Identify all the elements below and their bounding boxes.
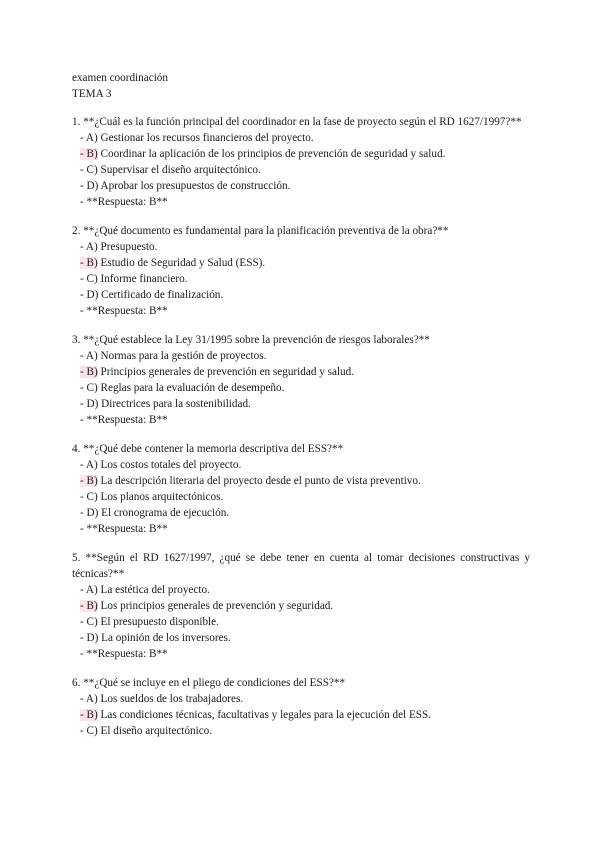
question-text: 2. **¿Qué documento es fundamental para la planificación preventiva de la obra?** <box>72 225 449 237</box>
option-marker-highlighted: - B) <box>80 148 98 160</box>
question-2 <box>72 223 530 319</box>
option-a <box>72 457 530 473</box>
option-b <box>72 473 530 489</box>
option-text: Los costos totales del proyecto. <box>97 459 242 471</box>
option-marker: - D) <box>80 180 99 192</box>
option-text: Reglas para la evaluación de desempeño. <box>97 382 285 394</box>
option-d <box>72 505 530 521</box>
option-marker-highlighted: - B) <box>80 709 98 721</box>
option-a <box>72 239 530 255</box>
option-text: Directrices para la sostenibilidad. <box>98 398 251 410</box>
option-text: La opinión de los inversores. <box>98 632 231 644</box>
option-a <box>72 582 530 598</box>
option-text: La descripción literaria del proyecto desde el punto de vista preventivo. <box>97 475 421 487</box>
option-a <box>72 130 530 146</box>
option-marker: - C) <box>80 725 98 737</box>
answer-label: - **Respuesta: <box>80 305 147 317</box>
option-marker: - A) <box>80 584 98 596</box>
option-text: Los planos arquitectónicos. <box>97 491 224 503</box>
option-text: Supervisar el diseño arquitectónico. <box>97 164 261 176</box>
option-marker: - D) <box>80 398 99 410</box>
option-text: Las condiciones técnicas, facultativas y legales para la ejecución del ESS. <box>97 709 432 721</box>
option-b <box>72 364 530 380</box>
question-3 <box>72 332 530 428</box>
answer-value: B** <box>146 523 168 535</box>
document-subtitle: TEMA 3 <box>72 88 112 100</box>
answer-label: - **Respuesta: <box>80 523 147 535</box>
option-text: Aprobar los presupuestos de construcción. <box>98 180 291 192</box>
question-text: 1. **¿Cuál es la función principal del coordinador en la fase de proyecto según el RD 1627/1997?** <box>72 116 522 128</box>
answer-label: - **Respuesta: <box>80 196 147 208</box>
option-marker-highlighted: - B) <box>80 257 98 269</box>
option-text: Principios generales de prevención en seguridad y salud. <box>97 366 355 378</box>
option-a <box>72 691 530 707</box>
option-marker-highlighted: - B) <box>80 366 98 378</box>
option-c <box>72 614 530 630</box>
question-5 <box>72 550 530 662</box>
option-marker-highlighted: - B) <box>80 600 98 612</box>
option-b <box>72 598 530 614</box>
option-d <box>72 630 530 646</box>
question-4 <box>72 441 530 537</box>
option-b <box>72 146 530 162</box>
question-text: 5. **Según el RD 1627/1997, ¿qué se debe tener en cuenta al tomar decisiones constructivas y técnicas?** <box>72 552 530 580</box>
answer-value: B** <box>146 196 168 208</box>
option-c <box>72 271 530 287</box>
option-c <box>72 489 530 505</box>
option-text: Certificado de finalización. <box>98 289 224 301</box>
answer-value: B** <box>146 648 168 660</box>
option-text: Informe financiero. <box>97 273 188 285</box>
option-text: Coordinar la aplicación de los principios de prevención de seguridad y salud. <box>97 148 446 160</box>
option-a <box>72 348 530 364</box>
option-text: Los principios generales de prevención y seguridad. <box>97 600 334 612</box>
option-marker: - D) <box>80 632 99 644</box>
option-marker: - C) <box>80 616 98 628</box>
option-marker: - A) <box>80 132 98 144</box>
option-text: El cronograma de ejecución. <box>98 507 230 519</box>
option-marker: - C) <box>80 491 98 503</box>
option-d <box>72 287 530 303</box>
question-6 <box>72 675 530 739</box>
option-marker: - A) <box>80 241 98 253</box>
option-text: La estética del proyecto. <box>97 584 210 596</box>
option-text: Presupuesto. <box>97 241 158 253</box>
document-page <box>72 70 530 739</box>
option-text: Normas para la gestión de proyectos. <box>97 350 267 362</box>
question-text: 4. **¿Qué debe contener la memoria descriptiva del ESS?** <box>72 443 344 455</box>
option-text: El presupuesto disponible. <box>97 616 219 628</box>
option-marker: - A) <box>80 350 98 362</box>
option-text: El diseño arquitectónico. <box>97 725 213 737</box>
answer-line <box>72 412 530 428</box>
option-marker: - C) <box>80 164 98 176</box>
answer-label: - **Respuesta: <box>80 648 147 660</box>
option-c <box>72 162 530 178</box>
question-text: 3. **¿Qué establece la Ley 31/1995 sobre la prevención de riesgos laborales?** <box>72 334 430 346</box>
option-marker: - D) <box>80 507 99 519</box>
option-marker: - A) <box>80 693 98 705</box>
answer-line <box>72 194 530 210</box>
answer-line <box>72 646 530 662</box>
option-marker-highlighted: - B) <box>80 475 98 487</box>
answer-value: B** <box>146 414 168 426</box>
option-d <box>72 178 530 194</box>
option-marker: - C) <box>80 273 98 285</box>
option-c <box>72 380 530 396</box>
option-b <box>72 255 530 271</box>
option-b <box>72 707 530 723</box>
answer-label: - **Respuesta: <box>80 414 147 426</box>
option-text: Gestionar los recursos financieros del proyecto. <box>97 132 314 144</box>
option-c <box>72 723 530 739</box>
answer-line <box>72 303 530 319</box>
answer-value: B** <box>146 305 168 317</box>
option-marker: - C) <box>80 382 98 394</box>
option-text: Estudio de Seguridad y Salud (ESS). <box>97 257 266 269</box>
document-title: examen coordinación <box>72 72 168 84</box>
answer-line <box>72 521 530 537</box>
option-marker: - D) <box>80 289 99 301</box>
option-d <box>72 396 530 412</box>
question-1 <box>72 114 530 210</box>
option-marker: - A) <box>80 459 98 471</box>
question-text: 6. **¿Qué se incluye en el pliego de condiciones del ESS?** <box>72 677 346 689</box>
option-text: Los sueldos de los trabajadores. <box>97 693 244 705</box>
